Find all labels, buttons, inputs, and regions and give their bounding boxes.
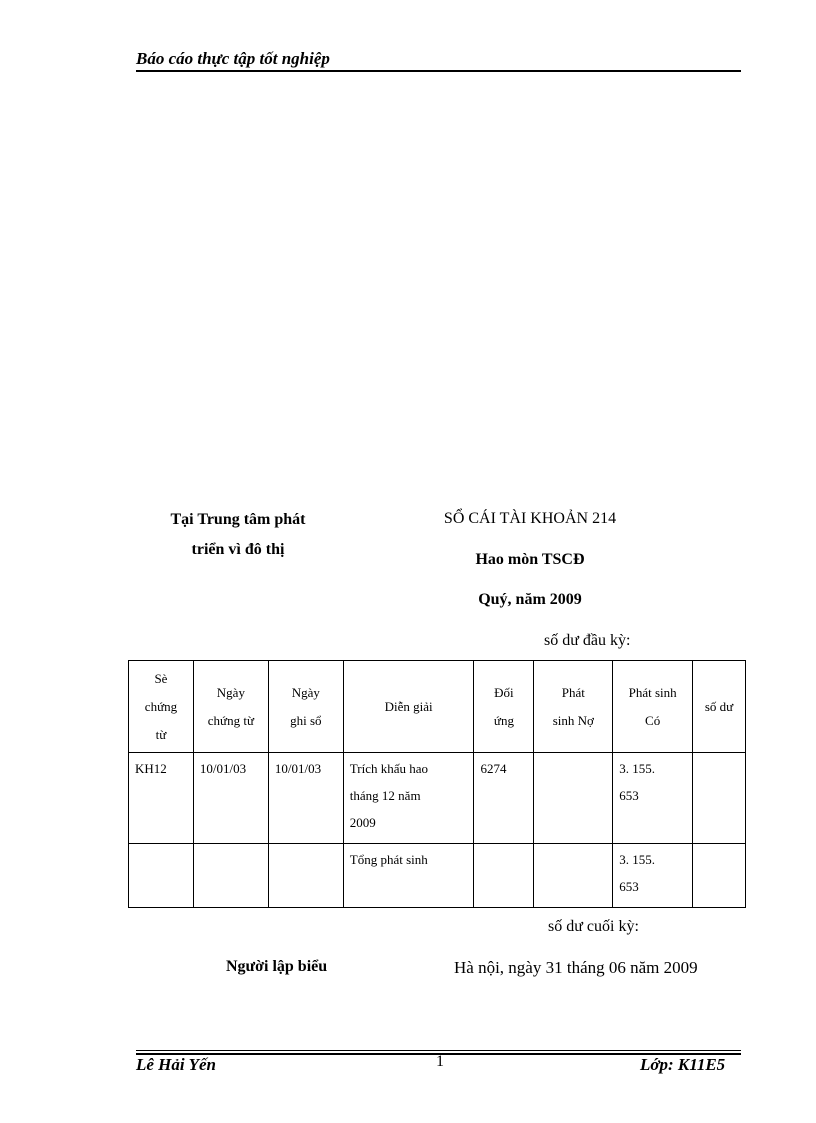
preparer-label: Người lập biểu xyxy=(226,958,328,975)
cell-balance xyxy=(693,844,746,908)
org-line-1: Tại Trung tâm phát xyxy=(170,511,306,528)
cell-debit xyxy=(534,844,613,908)
cell-voucher-date xyxy=(193,844,268,908)
table-row xyxy=(129,753,746,844)
header-balance: số dư xyxy=(693,661,746,753)
cell-record-date: 10/01/03 xyxy=(268,753,343,844)
cell-counter: 6274 xyxy=(474,753,534,844)
closing-balance-label: số dư cuối kỳ: xyxy=(548,918,639,935)
footer-rule xyxy=(136,1050,741,1051)
page-number: 1 xyxy=(436,1053,444,1070)
header-counter-account: Đối ứng xyxy=(474,661,534,753)
header-credit: Phát sinh Có xyxy=(613,661,693,753)
table-header-row xyxy=(129,661,746,753)
ledger-period: Quý, năm 2009 xyxy=(478,591,582,608)
org-line-2: triển vì đô thị xyxy=(191,541,285,558)
header-debit: Phát sinh Nợ xyxy=(534,661,613,753)
cell-description: Tổng phát sinh xyxy=(343,844,474,908)
cell-voucher-date: 10/01/03 xyxy=(193,753,268,844)
cell-credit: 3. 155. 653 xyxy=(613,844,693,908)
opening-balance-label: số dư đầu kỳ: xyxy=(544,632,631,649)
cell-balance xyxy=(693,753,746,844)
ledger-title: SỔ CÁI TÀI KHOẢN 214 xyxy=(443,510,617,527)
footer-author: Lê Hải Yến xyxy=(136,1055,216,1074)
ledger-subtitle: Hao mòn TSCĐ xyxy=(475,551,585,568)
ledger-table xyxy=(128,660,746,908)
header-voucher-no: Sè chứng từ xyxy=(129,661,194,753)
header-description: Diễn giải xyxy=(343,661,474,753)
header-voucher-date: Ngày chứng từ xyxy=(193,661,268,753)
table-row xyxy=(129,844,746,908)
cell-debit xyxy=(534,753,613,844)
cell-description: Trích khấu hao tháng 12 năm 2009 xyxy=(343,753,474,844)
footer-class: Lớp: K11E5 xyxy=(640,1055,726,1074)
cell-voucher xyxy=(129,844,194,908)
cell-credit: 3. 155. 653 xyxy=(613,753,693,844)
cell-counter xyxy=(474,844,534,908)
cell-voucher: KH12 xyxy=(129,753,194,844)
header-title: Báo cáo thực tập tốt nghiệp xyxy=(136,49,330,68)
header-rule xyxy=(136,70,741,72)
header-record-date: Ngày ghi sổ xyxy=(268,661,343,753)
cell-record-date xyxy=(268,844,343,908)
date-line: Hà nội, ngày 31 tháng 06 năm 2009 xyxy=(454,958,698,977)
